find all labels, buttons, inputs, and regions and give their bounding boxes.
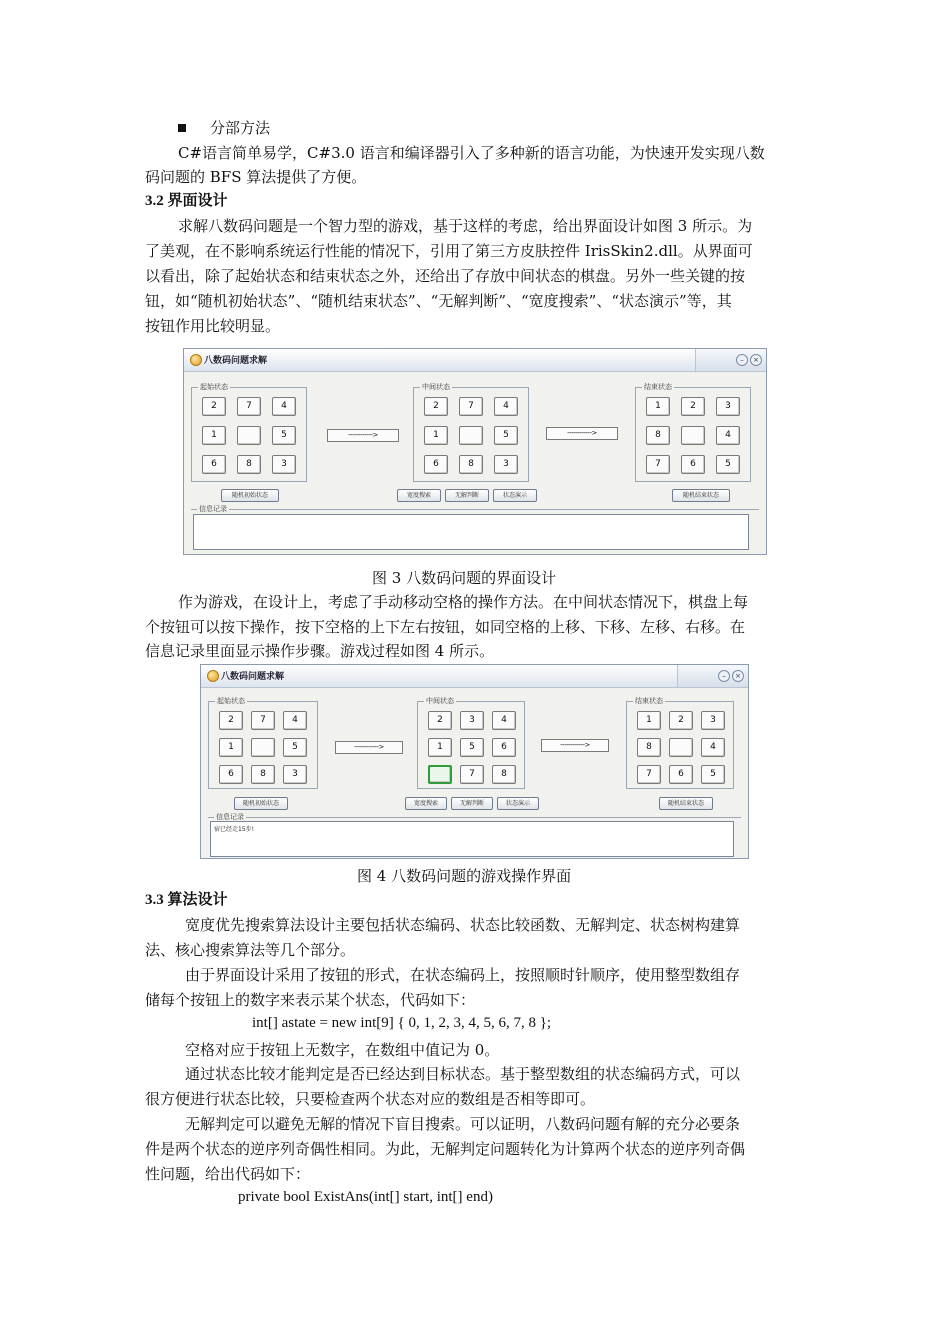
start-state-group	[191, 383, 307, 482]
paragraph-line: 宽度优先搜索算法设计主要包括状态编码、状态比较函数、无解判定、状态树构建算	[185, 916, 741, 934]
paragraph-line: 作为游戏，在设计上，考虑了手动移动空格的操作方法。在中间状态情况下，棋盘上每	[178, 593, 749, 611]
figure4-caption: 图 4 八数码问题的游戏操作界面	[357, 867, 572, 885]
titlebar-tab	[677, 665, 748, 687]
app-icon	[190, 354, 202, 366]
puzzle-tile[interactable]: 2	[202, 397, 226, 416]
square-bullet-icon	[178, 124, 186, 132]
close-icon[interactable]: ×	[750, 354, 762, 366]
log-textbox[interactable]	[193, 514, 749, 550]
puzzle-tile[interactable]: 5	[283, 738, 307, 757]
paragraph-line: 法、核心搜索算法等几个部分。	[145, 941, 356, 959]
puzzle-tile[interactable]: 2	[424, 397, 448, 416]
bullet-text: 分部方法	[210, 119, 271, 137]
paragraph-line: 个按钮可以按下操作，按下空格的上下左右按钮，如同空格的上移、下移、左移、右移。在	[145, 618, 746, 636]
puzzle-tile[interactable]: 3	[460, 711, 484, 730]
section-heading-3-2: 3.2 界面设计	[145, 193, 228, 209]
paragraph-line: 储每个按钮上的数字来表示某个状态，代码如下：	[145, 991, 476, 1009]
demo-button[interactable]: 状态演示	[497, 797, 539, 810]
puzzle-tile[interactable]: 4	[492, 711, 516, 730]
puzzle-tile[interactable]: 7	[237, 397, 261, 416]
puzzle-tile[interactable]: 8	[646, 426, 670, 445]
puzzle-tile[interactable]: 6	[202, 455, 226, 474]
puzzle-tile[interactable]: 7	[460, 765, 484, 784]
window-titlebar	[201, 665, 748, 688]
puzzle-tile[interactable]: 4	[716, 426, 740, 445]
puzzle-tile[interactable]: 5	[494, 426, 518, 445]
figure4-app-window	[200, 664, 749, 859]
puzzle-tile[interactable]: 4	[283, 711, 307, 730]
start-state-label: 起始状态	[217, 697, 245, 705]
end-state-label: 结束状态	[635, 697, 663, 705]
puzzle-tile[interactable]: 1	[646, 397, 670, 416]
puzzle-tile-blank[interactable]	[237, 426, 261, 445]
random-end-button[interactable]: 随机结束状态	[659, 797, 713, 810]
puzzle-tile[interactable]: 3	[701, 711, 725, 730]
puzzle-tile[interactable]: 2	[428, 711, 452, 730]
puzzle-tile[interactable]: 5	[272, 426, 296, 445]
paragraph-line: 钮，如“随机初始状态”、“随机结束状态”、“无解判断”、“宽度搜索”、“状态演示”等，其	[145, 292, 732, 310]
puzzle-tile[interactable]: 1	[424, 426, 448, 445]
puzzle-tile[interactable]: 6	[681, 455, 705, 474]
random-start-button[interactable]: 随机初始状态	[234, 797, 288, 810]
close-icon[interactable]: ×	[732, 670, 744, 682]
paragraph-line: 由于界面设计采用了按钮的形式，在状态编码上，按照顺时针顺序，使用整型数组存	[185, 966, 741, 984]
paragraph-line: 通过状态比较才能判定是否已经达到目标状态。基于整型数组的状态编码方式，可以	[185, 1065, 741, 1083]
random-end-button[interactable]: 随机结束状态	[672, 489, 730, 502]
puzzle-tile-blank[interactable]	[681, 426, 705, 445]
paragraph-line: 按钮作用比较明显。	[145, 317, 281, 335]
log-group	[208, 813, 741, 855]
arrow-indicator: ------------>	[335, 741, 403, 754]
puzzle-tile[interactable]: 1	[637, 711, 661, 730]
arrow-indicator: ------------>	[327, 429, 399, 442]
log-group	[191, 505, 759, 549]
start-state-label: 起始状态	[200, 383, 228, 391]
code-line: private bool ExistAns(int[] start, int[] end)	[238, 1189, 493, 1205]
puzzle-tile[interactable]: 8	[237, 455, 261, 474]
puzzle-tile[interactable]: 7	[637, 765, 661, 784]
end-state-group	[635, 383, 751, 482]
paragraph-line: 了美观，在不影响系统运行性能的情况下，引用了第三方皮肤控件 IrisSkin2.dll。从界面可	[145, 242, 753, 260]
puzzle-tile[interactable]: 2	[681, 397, 705, 416]
puzzle-tile-blank[interactable]	[669, 738, 693, 757]
puzzle-tile[interactable]: 1	[428, 738, 452, 757]
middle-state-group	[413, 383, 529, 482]
puzzle-tile[interactable]: 1	[219, 738, 243, 757]
puzzle-tile[interactable]: 5	[716, 455, 740, 474]
puzzle-tile[interactable]: 5	[460, 738, 484, 757]
paragraph-line: 件是两个状态的逆序列奇偶性相同。为此，无解判定问题转化为计算两个状态的逆序列奇偶	[145, 1140, 746, 1158]
app-icon	[207, 670, 219, 682]
log-textbox[interactable]: 宿已经走15步!	[210, 821, 734, 857]
middle-state-group	[417, 697, 525, 789]
middle-state-label: 中间状态	[426, 697, 454, 705]
section-heading-3-3: 3.3 算法设计	[145, 892, 228, 908]
puzzle-tile[interactable]: 8	[492, 765, 516, 784]
end-state-label: 结束状态	[644, 383, 672, 391]
puzzle-tile[interactable]: 7	[459, 397, 483, 416]
puzzle-tile-blank[interactable]	[251, 738, 275, 757]
puzzle-tile[interactable]: 6	[219, 765, 243, 784]
minimize-icon[interactable]: –	[718, 670, 730, 682]
minimize-icon[interactable]: –	[736, 354, 748, 366]
no-solution-button[interactable]: 无解判断	[451, 797, 493, 810]
paragraph-line: 信息记录里面显示操作步骤。游戏过程如图 4 所示。	[145, 642, 495, 660]
paragraph-line: 性问题，给出代码如下：	[145, 1165, 311, 1183]
paragraph-line: C#语言简单易学，C#3.0 语言和编译器引入了多种新的语言功能，为快速开发实现八数	[178, 144, 765, 162]
puzzle-tile[interactable]: 8	[637, 738, 661, 757]
end-state-group	[626, 697, 734, 789]
puzzle-tile[interactable]: 7	[646, 455, 670, 474]
start-state-group	[208, 697, 318, 789]
paragraph-line: 无解判定可以避免无解的情况下盲目搜索。可以证明，八数码问题有解的充分必要条	[185, 1115, 741, 1133]
puzzle-tile[interactable]: 3	[272, 455, 296, 474]
puzzle-tile[interactable]: 6	[424, 455, 448, 474]
puzzle-tile[interactable]: 2	[219, 711, 243, 730]
paragraph-line: 码问题的 BFS 算法提供了方便。	[145, 168, 367, 186]
puzzle-tile[interactable]: 1	[202, 426, 226, 445]
puzzle-tile[interactable]: 4	[272, 397, 296, 416]
puzzle-tile[interactable]: 4	[494, 397, 518, 416]
figure3-caption: 图 3 八数码问题的界面设计	[372, 569, 557, 587]
paragraph-line: 很方便进行状态比较，只要检查两个状态对应的数组是否相等即可。	[145, 1090, 596, 1108]
demo-button[interactable]: 状态演示	[493, 489, 537, 502]
window-titlebar	[184, 349, 766, 372]
log-label: 信息记录	[199, 505, 227, 513]
window-title: 八数码问题求解	[204, 356, 268, 366]
puzzle-tile-blank[interactable]	[428, 765, 452, 784]
puzzle-tile[interactable]: 4	[701, 738, 725, 757]
paragraph-line: 求解八数码问题是一个智力型的游戏，基于这样的考虑，给出界面设计如图 3 所示。为	[178, 217, 753, 235]
puzzle-tile-blank[interactable]	[459, 426, 483, 445]
puzzle-tile[interactable]: 3	[283, 765, 307, 784]
arrow-indicator: ------------>	[546, 427, 618, 440]
code-line: int[] astate = new int[9] { 0, 1, 2, 3, 4, 5, 6, 7, 8 };	[252, 1015, 552, 1031]
puzzle-tile[interactable]: 7	[251, 711, 275, 730]
puzzle-tile[interactable]: 6	[492, 738, 516, 757]
paragraph-line: 空格对应于按钮上无数字，在数组中值记为 0。	[185, 1041, 500, 1059]
bfs-button[interactable]: 宽度搜索	[397, 489, 441, 502]
random-start-button[interactable]: 随机初始状态	[221, 489, 279, 502]
log-label: 信息记录	[216, 813, 244, 821]
puzzle-tile[interactable]: 8	[251, 765, 275, 784]
titlebar-tab	[695, 349, 766, 371]
puzzle-tile[interactable]: 3	[494, 455, 518, 474]
bfs-button[interactable]: 宽度搜索	[405, 797, 447, 810]
puzzle-tile[interactable]: 6	[669, 765, 693, 784]
window-title: 八数码问题求解	[221, 672, 285, 682]
no-solution-button[interactable]: 无解判断	[445, 489, 489, 502]
paragraph-line: 以看出，除了起始状态和结束状态之外，还给出了存放中间状态的棋盘。另外一些关键的按	[145, 267, 746, 285]
middle-state-label: 中间状态	[422, 383, 450, 391]
figure3-app-window	[183, 348, 767, 555]
puzzle-tile[interactable]: 3	[716, 397, 740, 416]
puzzle-tile[interactable]: 2	[669, 711, 693, 730]
arrow-indicator: ------------>	[541, 739, 609, 752]
puzzle-tile[interactable]: 8	[459, 455, 483, 474]
bullet-item	[178, 118, 270, 138]
puzzle-tile[interactable]: 5	[701, 765, 725, 784]
